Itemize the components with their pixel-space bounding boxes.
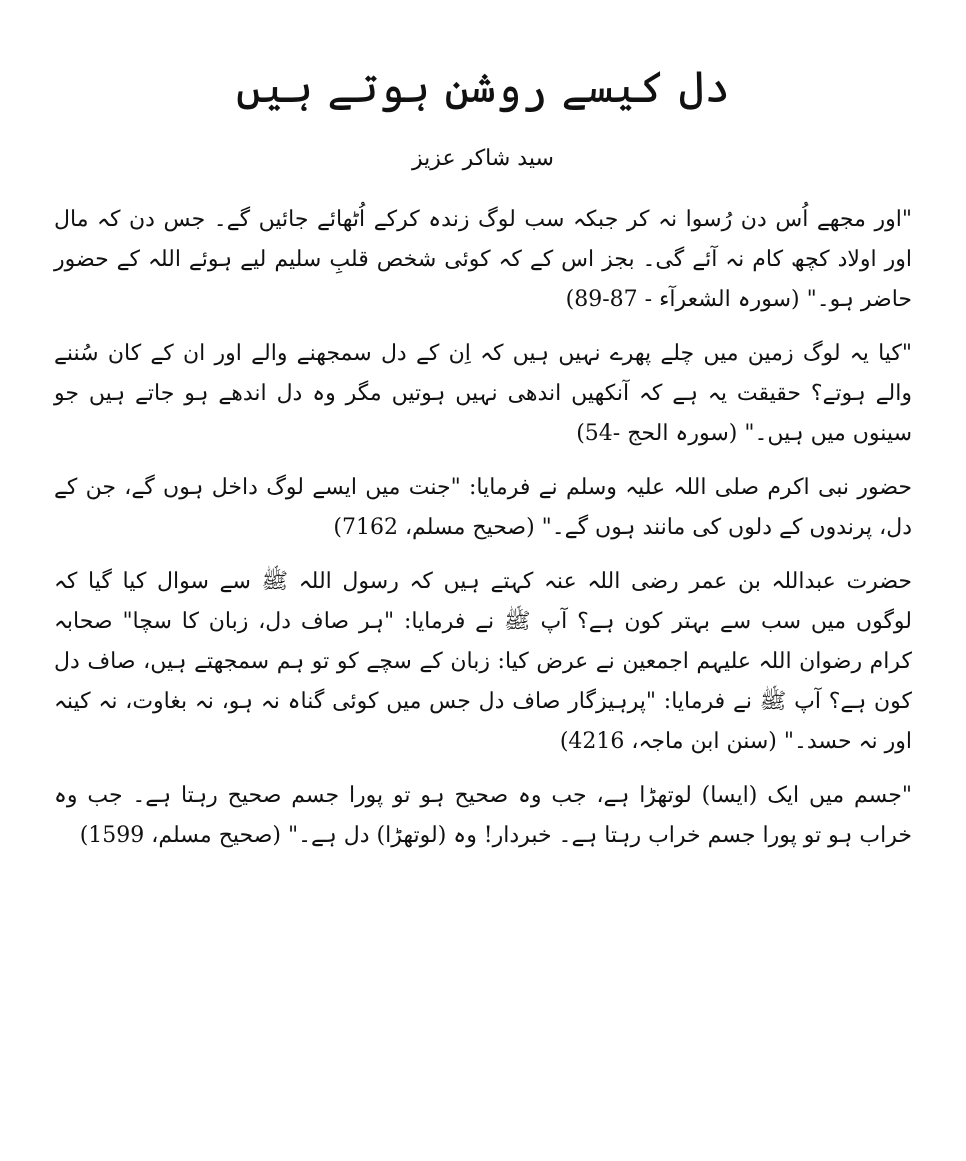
paragraph-quran-ash-shuara: "اور مجھے اُس دن رُسوا نہ کر جبکہ سب لوگ زندہ کرکے اُٹھائے جائیں گے۔ جس دن کہ مال اور اولاد کچھ کام نہ آئے گی۔ بجز اس کے کہ کوئی شخص قلبِ سلیم لیے ہوئے اللہ کے حضور حاضر ہو۔" (سورہ الشعرآء - 87-89) xyxy=(54,207,912,312)
paragraph-hadith-muslim-7162: حضور نبی اکرم صلی اللہ علیہ وسلم نے فرمایا: "جنت میں ایسے لوگ داخل ہوں گے، جن کے دل، پرندوں کے دلوں کی مانند ہوں گے۔" (صحیح مسلم، 7162) xyxy=(54,475,913,540)
paragraph-hadith-ibn-majah: حضرت عبداللہ بن عمر رضی اللہ عنہ کہتے ہیں کہ رسول اللہ ﷺ سے سوال کیا گیا کہ لوگوں میں سب سے بہتر کون ہے؟ آپ ﷺ نے فرمایا: "ہر صاف دل، زبان کا سچا" صحابہ کرام رضوان اللہ علیہم اجمعین نے عرض کیا: زبان کے سچے کو تو ہم سمجھتے ہیں، صاف دل کون ہے؟ آپ ﷺ نے فرمایا: "پرہیزگار صاف دل جس میں کوئی گناہ نہ ہو، نہ بغاوت، نہ کینہ اور نہ حسد۔" (سنن ابن ماجہ، 4216) xyxy=(54,569,912,754)
author-name: سید شاکر عزیز xyxy=(412,146,554,171)
paragraph-hadith-muslim-1599: "جسم میں ایک (ایسا) لوتھڑا ہے، جب وہ صحیح ہو تو پورا جسم صحیح رہتا ہے۔ جب وہ خراب ہو تو پورا جسم خراب رہتا ہے۔ خبردار! وہ (لوتھڑا) دل ہے۔" (صحیح مسلم، 1599) xyxy=(54,783,912,848)
document-title: دل کیسے روشن ہوتے ہیں xyxy=(235,62,731,113)
paragraph-quran-al-hajj: "کیا یہ لوگ زمین میں چلے پھرے نہیں ہیں کہ اِن کے دل سمجھنے والے اور ان کے کان سُننے والے ہوتے؟ حقیقت یہ ہے کہ آنکھیں اندھی نہیں ہوتیں مگر وہ دل اندھے ہو جاتے ہیں جو سینوں میں ہیں۔" (سورہ الحج -54) xyxy=(54,341,912,446)
